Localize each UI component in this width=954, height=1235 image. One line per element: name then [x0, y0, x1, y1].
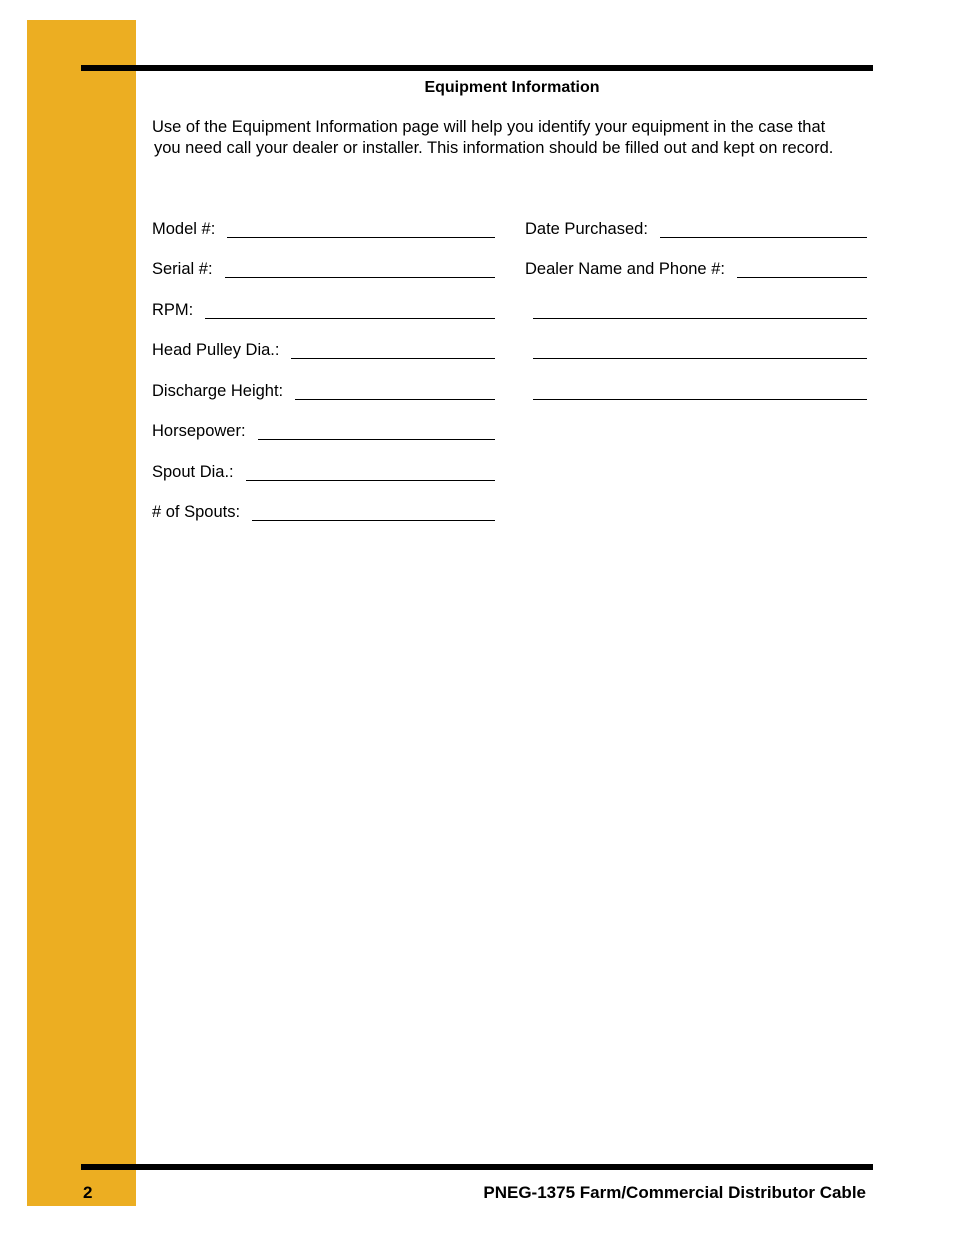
- bottom-rule: [81, 1164, 873, 1170]
- top-rule: [81, 65, 873, 71]
- dealer-blank[interactable]: [737, 263, 867, 278]
- horsepower-field: [152, 421, 495, 443]
- head-pulley-blank[interactable]: [291, 344, 495, 359]
- date-purchased-blank[interactable]: [660, 223, 867, 238]
- discharge-height-field: [152, 381, 495, 403]
- discharge-height-blank[interactable]: [295, 385, 495, 400]
- intro-paragraph: [140, 117, 872, 159]
- page-number: 2: [83, 1183, 93, 1202]
- dealer-extra-blank-1[interactable]: [533, 304, 867, 319]
- side-color-bar: [27, 20, 136, 1206]
- spout-dia-field: [152, 462, 495, 484]
- num-spouts-blank[interactable]: [252, 506, 495, 521]
- serial-label: Serial #:: [152, 260, 213, 278]
- dealer-extra-blank-3[interactable]: [533, 385, 867, 400]
- page-heading: Equipment Information: [424, 79, 600, 96]
- serial-field: [152, 259, 495, 281]
- dealer-extra-line-2: [533, 340, 867, 362]
- horsepower-blank[interactable]: [258, 425, 495, 440]
- date-purchased-field: [525, 219, 867, 241]
- document-title: PNEG-1375 Farm/Commercial Distributor Cable: [483, 1183, 866, 1202]
- dealer-extra-blank-2[interactable]: [533, 344, 867, 359]
- dealer-extra-line-1: [533, 300, 867, 322]
- discharge-height-label: Discharge Height:: [152, 382, 284, 400]
- horsepower-label: Horsepower:: [152, 422, 246, 440]
- intro-line-2: you need call your dealer or installer. This information should be filled out and kept on record.: [154, 139, 834, 157]
- head-pulley-label: Head Pulley Dia.:: [152, 341, 280, 359]
- model-blank[interactable]: [227, 223, 495, 238]
- dealer-extra-line-3: [533, 381, 867, 403]
- spout-dia-label: Spout Dia.:: [152, 463, 234, 481]
- spout-dia-blank[interactable]: [246, 466, 495, 481]
- num-spouts-label: # of Spouts:: [152, 503, 241, 521]
- rpm-label: RPM:: [152, 301, 194, 319]
- serial-blank[interactable]: [225, 263, 495, 278]
- rpm-field: [152, 300, 495, 322]
- rpm-blank[interactable]: [205, 304, 495, 319]
- dealer-field: [525, 259, 867, 281]
- head-pulley-field: [152, 340, 495, 362]
- num-spouts-field: [152, 502, 495, 524]
- date-purchased-label: Date Purchased:: [525, 220, 648, 238]
- model-label: Model #:: [152, 220, 216, 238]
- dealer-label: Dealer Name and Phone #:: [525, 260, 725, 278]
- model-field: [152, 219, 495, 241]
- intro-line-1: Use of the Equipment Information page will help you identify your equipment in the case that: [152, 118, 826, 136]
